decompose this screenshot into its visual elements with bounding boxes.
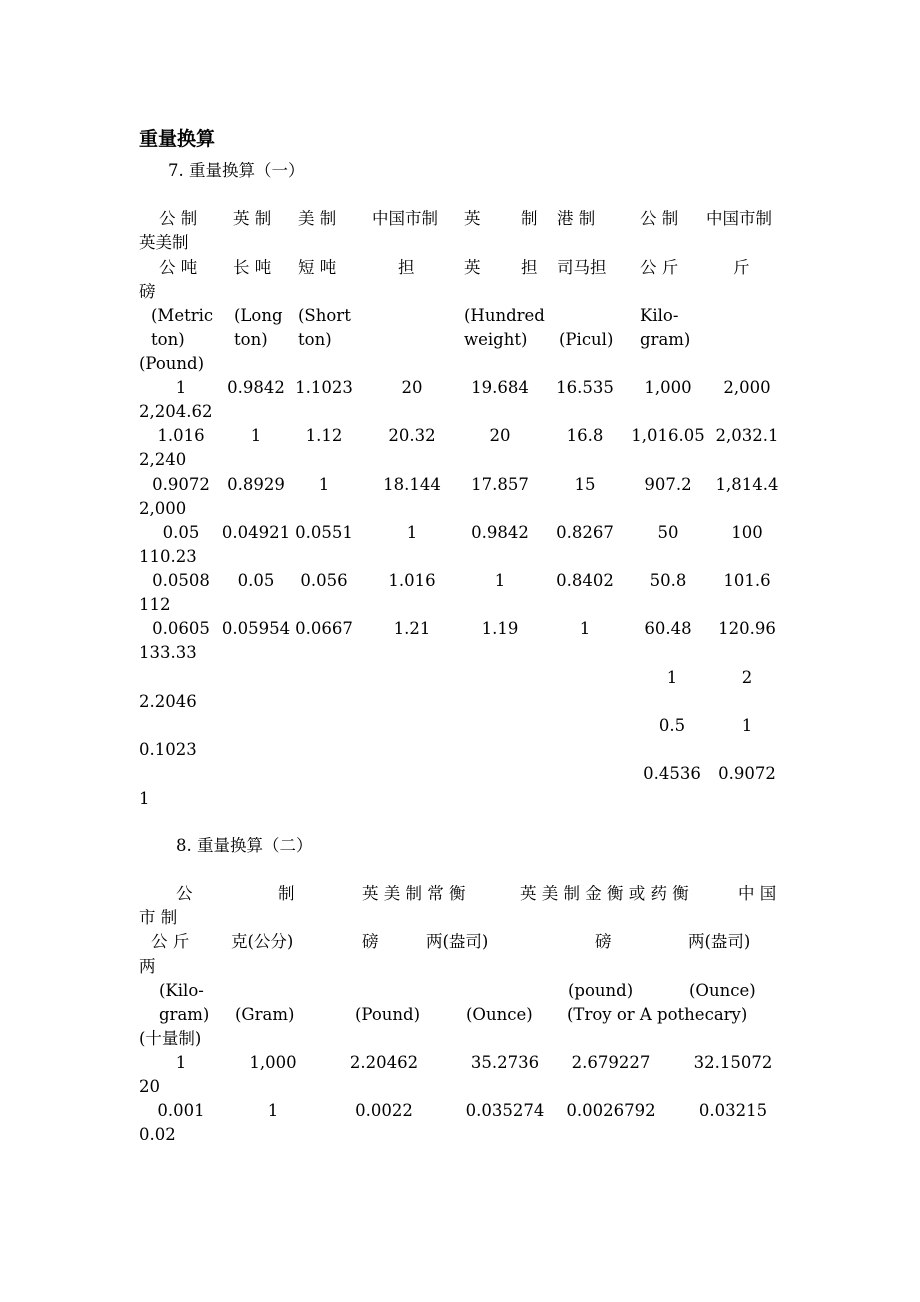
s2-data-cell: 0.0022 — [355, 1101, 413, 1120]
s1-data-cell: 907.2 — [644, 475, 692, 494]
s1-data-cell: 1.1023 — [295, 378, 353, 397]
s1-data-cell-wrap: 2,204.62 — [139, 402, 213, 421]
s1-data-cell-wrap: 110.23 — [139, 547, 197, 566]
s1-data-cell: 0.8402 — [556, 571, 614, 590]
s1-data-cell-wrap: 112 — [139, 595, 171, 614]
s1-data-cell: 0.9072 — [152, 475, 210, 494]
s1-data-cell: 1,814.4 — [715, 475, 779, 494]
s1-header-cell: 港 制 — [557, 209, 596, 228]
s1-data-cell: 101.6 — [723, 571, 771, 590]
s1-data-cell: 0.9842 — [471, 523, 529, 542]
s1-data-cell: 1.12 — [305, 426, 343, 445]
s1-header-cell: 长 吨 — [233, 258, 272, 277]
s1-header-cell: 英 制 — [233, 209, 272, 228]
s1-data-cell: 0.0551 — [295, 523, 353, 542]
s2-header-cell: (Pound) — [355, 1005, 421, 1024]
s1-header-cell: (Short — [298, 306, 351, 325]
s1-data-cell: 1 — [579, 619, 591, 638]
s1-data-cell: 2,032.1 — [715, 426, 779, 445]
s1-data-cell: 1.19 — [481, 619, 519, 638]
s2-header-cell: gram) — [159, 1005, 210, 1024]
s2-data-cell: 0.001 — [157, 1101, 205, 1120]
s1-data-cell-wrap: 1 — [139, 789, 150, 808]
s1-data-cell: 20 — [489, 426, 511, 445]
s2-header-cell: 克(公分) — [231, 932, 294, 951]
section-heading-1: 7. 重量换算（一） — [168, 161, 305, 180]
s2-header-cell: (Gram) — [235, 1005, 295, 1024]
s2-header-cell: 中 国 — [738, 884, 777, 903]
s1-data-cell: 2 — [741, 668, 753, 687]
s1-data-cell: 0.0605 — [152, 619, 210, 638]
s1-header-cell: 英美制 — [139, 233, 189, 252]
s1-header-cell: 磅 — [139, 282, 156, 301]
s2-header-cell: 两(盎司) — [688, 932, 751, 951]
s1-header-cell: 公 制 — [640, 209, 679, 228]
s1-data-cell-wrap: 2,000 — [139, 499, 187, 518]
section-heading-2: 8. 重量换算（二） — [176, 836, 313, 855]
s1-data-cell: 1,016.05 — [631, 426, 705, 445]
s1-data-cell: 1 — [741, 716, 753, 735]
s2-header-cell: 公 — [176, 884, 193, 903]
s2-data-cell: 1 — [175, 1053, 187, 1072]
s2-header-cell: 两 — [139, 957, 156, 976]
s1-data-cell: 0.05 — [162, 523, 200, 542]
s1-header-cell: 斤 — [733, 258, 750, 277]
s1-data-cell: 15 — [574, 475, 596, 494]
s1-data-cell: 0.4536 — [643, 764, 701, 783]
s1-header-cell: ton) — [298, 330, 332, 349]
s1-data-cell: 20.32 — [388, 426, 436, 445]
s2-header-cell: (十量制) — [139, 1029, 202, 1048]
s1-data-cell: 1 — [175, 378, 187, 397]
s2-header-cell: 英 美 制 金 衡 或 药 衡 — [520, 884, 689, 903]
s1-header-cell: 英 — [464, 258, 481, 277]
s2-header-cell: (Troy or A pothecary) — [567, 1005, 748, 1024]
s1-data-cell: 20 — [401, 378, 423, 397]
s1-data-cell: 17.857 — [471, 475, 529, 494]
s1-header-cell: 美 制 — [298, 209, 337, 228]
s1-data-cell: 0.056 — [300, 571, 348, 590]
s2-header-cell: 制 — [278, 884, 295, 903]
s1-header-cell: weight) — [464, 330, 528, 349]
s1-data-cell: 1 — [318, 475, 330, 494]
s2-header-cell: 公 斤 — [151, 932, 190, 951]
s1-data-cell: 1 — [666, 668, 678, 687]
s1-data-cell: 0.05954 — [221, 619, 291, 638]
s1-header-cell: 制 — [521, 209, 538, 228]
s2-header-cell: 两(盎司) — [426, 932, 489, 951]
s1-data-cell: 1.21 — [393, 619, 431, 638]
s1-header-cell: 中国市制 — [706, 209, 772, 228]
s1-data-cell: 19.684 — [471, 378, 529, 397]
s1-header-cell: ton) — [234, 330, 268, 349]
s1-data-cell-wrap: 2,240 — [139, 450, 187, 469]
s1-data-cell: 60.48 — [644, 619, 692, 638]
s1-data-cell: 1,000 — [644, 378, 692, 397]
s2-data-cell: 32.15072 — [693, 1053, 773, 1072]
s1-header-cell: ton) — [151, 330, 185, 349]
s1-header-cell: 担 — [521, 258, 538, 277]
s1-header-cell: (Metric — [151, 306, 214, 325]
s2-data-cell: 1 — [267, 1101, 279, 1120]
s1-data-cell: 0.8929 — [227, 475, 285, 494]
s1-data-cell: 1.016 — [157, 426, 205, 445]
s1-data-cell: 1 — [494, 571, 506, 590]
s2-data-cell-wrap: 0.02 — [139, 1125, 176, 1144]
s2-header-cell: 磅 — [595, 932, 612, 951]
s2-header-cell: (pound) — [568, 981, 634, 1000]
s2-header-cell: (Ounce) — [689, 981, 756, 1000]
s1-header-cell: 公 斤 — [640, 258, 679, 277]
s2-data-cell: 0.03215 — [698, 1101, 768, 1120]
s2-data-cell: 35.2736 — [470, 1053, 540, 1072]
s1-header-cell: (Picul) — [559, 330, 614, 349]
s1-header-cell: (Hundred — [464, 306, 545, 325]
s1-data-cell: 2,000 — [723, 378, 771, 397]
s2-header-cell: (Ounce) — [466, 1005, 533, 1024]
s1-data-cell: 100 — [731, 523, 763, 542]
s1-data-cell-wrap: 0.1023 — [139, 740, 197, 759]
s2-header-cell: 英 美 制 常 衡 — [362, 884, 466, 903]
s2-data-cell: 1,000 — [249, 1053, 297, 1072]
s1-data-cell: 1 — [250, 426, 262, 445]
s1-data-cell: 50.8 — [649, 571, 687, 590]
s1-header-cell: 公 制 — [159, 209, 198, 228]
s1-data-cell: 18.144 — [383, 475, 441, 494]
s1-header-cell: 英 — [464, 209, 481, 228]
s2-header-cell: (Kilo- — [159, 981, 204, 1000]
s2-data-cell: 0.0026792 — [566, 1101, 656, 1120]
s1-data-cell: 0.05 — [237, 571, 275, 590]
s1-data-cell: 1 — [406, 523, 418, 542]
s2-header-cell: 磅 — [362, 932, 379, 951]
s1-header-cell: 担 — [398, 258, 415, 277]
s1-data-cell: 0.9072 — [718, 764, 776, 783]
s1-data-cell: 0.5 — [658, 716, 686, 735]
s2-data-cell: 0.035274 — [465, 1101, 545, 1120]
s2-header-cell: 市 制 — [139, 908, 178, 927]
s1-data-cell-wrap: 133.33 — [139, 643, 197, 662]
s2-data-cell-wrap: 20 — [139, 1077, 160, 1096]
s1-data-cell: 120.96 — [718, 619, 776, 638]
s1-data-cell: 0.04921 — [221, 523, 291, 542]
page-title: 重量换算 — [139, 128, 216, 150]
s1-data-cell: 0.9842 — [227, 378, 285, 397]
s1-data-cell: 0.8267 — [556, 523, 614, 542]
s1-header-cell: 公 吨 — [159, 258, 198, 277]
s1-header-cell: gram) — [640, 330, 691, 349]
s1-data-cell-wrap: 2.2046 — [139, 692, 197, 711]
s1-data-cell: 16.535 — [556, 378, 614, 397]
s1-header-cell: 中国市制 — [372, 209, 438, 228]
s2-data-cell: 2.20462 — [349, 1053, 419, 1072]
s1-header-cell: 短 吨 — [298, 258, 337, 277]
s1-header-cell: (Long — [234, 306, 283, 325]
s1-data-cell: 16.8 — [566, 426, 604, 445]
s1-data-cell: 0.0508 — [152, 571, 210, 590]
s1-data-cell: 50 — [657, 523, 679, 542]
s1-header-cell: Kilo- — [640, 306, 679, 325]
s1-header-cell: (Pound) — [139, 354, 205, 373]
s1-data-cell: 0.0667 — [295, 619, 353, 638]
s2-data-cell: 2.679227 — [571, 1053, 651, 1072]
s1-header-cell: 司马担 — [557, 258, 607, 277]
s1-data-cell: 1.016 — [388, 571, 436, 590]
